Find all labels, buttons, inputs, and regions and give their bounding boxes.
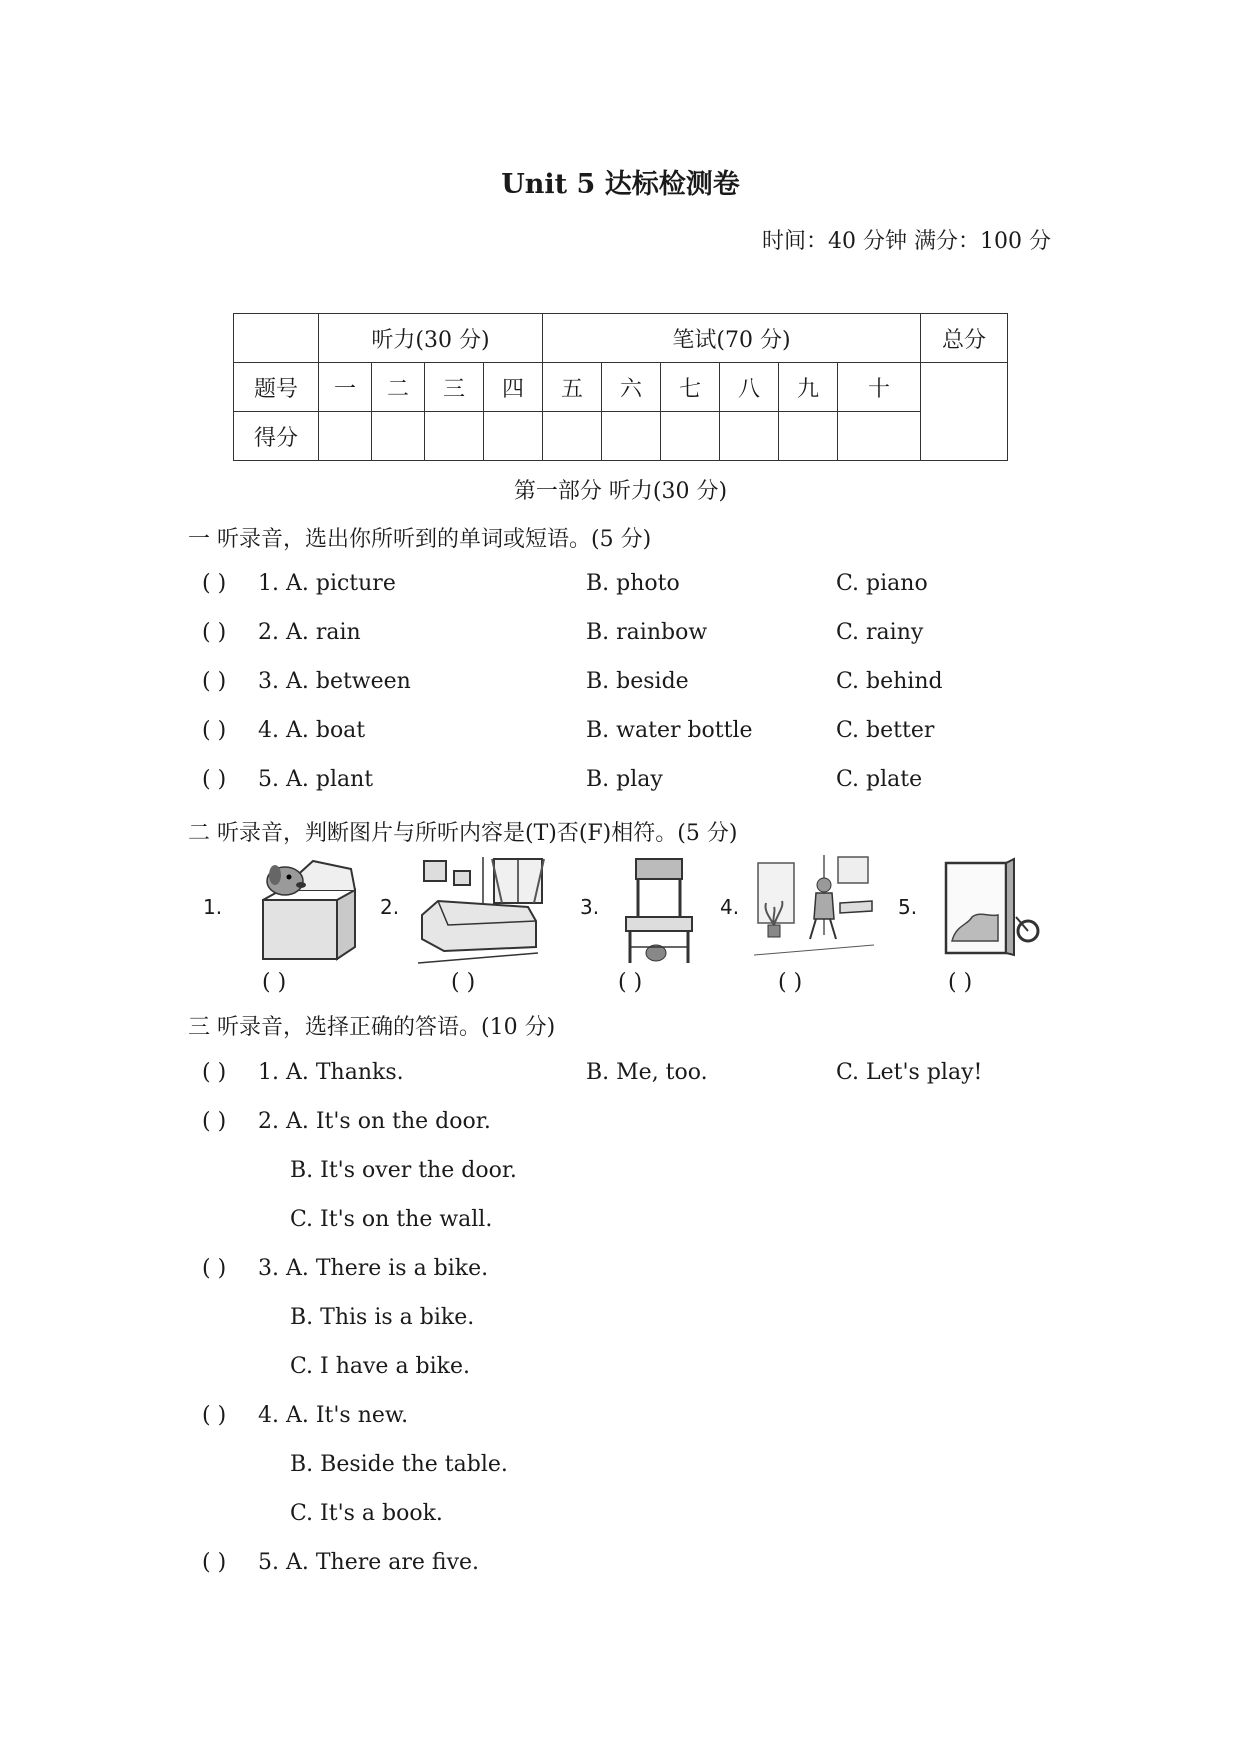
option-a: 1. A. picture — [258, 571, 396, 596]
score-cell[interactable] — [661, 412, 720, 461]
bedroom-picture — [418, 855, 568, 965]
score-cell[interactable] — [484, 412, 543, 461]
score-cell[interactable] — [838, 412, 921, 461]
answer-blank[interactable]: ( ) — [202, 1060, 227, 1085]
option-c: C. It's on the wall. — [290, 1207, 493, 1232]
option-b: B. water bottle — [586, 718, 753, 743]
header-total: 总分 — [921, 314, 1008, 363]
score-cell[interactable] — [602, 412, 661, 461]
option-c: C. better — [836, 718, 935, 743]
option-a: 2. A. It's on the door. — [258, 1109, 491, 1134]
answer-blank[interactable]: ( ) — [202, 669, 227, 694]
answer-blank[interactable]: ( ) — [451, 970, 476, 995]
option-a: 4. A. It's new. — [258, 1403, 409, 1428]
table-corner — [234, 314, 319, 363]
answer-blank[interactable]: ( ) — [262, 970, 287, 995]
number-cell: 七 — [661, 363, 720, 412]
picture-label: 3. — [580, 895, 600, 919]
section-2-heading: 二 听录音，判断图片与所听内容是(T)否(F)相符。(5 分) — [188, 821, 738, 846]
score-cell[interactable] — [372, 412, 425, 461]
option-a: 4. A. boat — [258, 718, 366, 743]
number-cell: 二 — [372, 363, 425, 412]
option-b: B. rainbow — [586, 620, 708, 645]
option-b: B. Me, too. — [586, 1060, 708, 1085]
number-cell: 九 — [779, 363, 838, 412]
option-a: 1. A. Thanks. — [258, 1060, 404, 1085]
score-cell[interactable] — [543, 412, 602, 461]
option-b: B. It's over the door. — [290, 1158, 517, 1183]
section-1-heading: 一 听录音，选出你所听到的单词或短语。(5 分) — [188, 527, 652, 552]
score-cell[interactable] — [779, 412, 838, 461]
answer-blank[interactable]: ( ) — [202, 571, 227, 596]
row-label-score: 得分 — [234, 412, 319, 461]
exam-meta: 时间：40 分钟 满分：100 分 — [762, 229, 1051, 254]
section-3-heading: 三 听录音，选择正确的答语。(10 分) — [188, 1015, 556, 1040]
picture-label: 5. — [898, 895, 918, 919]
option-b: B. photo — [586, 571, 680, 596]
option-c: C. I have a bike. — [290, 1354, 471, 1379]
number-cell: 四 — [484, 363, 543, 412]
option-c: C. It's a book. — [290, 1501, 443, 1526]
answer-blank[interactable]: ( ) — [202, 767, 227, 792]
option-b: B. play — [586, 767, 663, 792]
picture-label: 1. — [203, 895, 223, 919]
option-a: 2. A. rain — [258, 620, 361, 645]
number-cell: 三 — [425, 363, 484, 412]
door-with-bike-picture — [938, 855, 1048, 965]
row-label-number: 题号 — [234, 363, 319, 412]
answer-blank[interactable]: ( ) — [618, 970, 643, 995]
page-title: Unit 5 达标检测卷 — [501, 169, 740, 200]
chair-picture — [618, 855, 708, 965]
option-a: 3. A. There is a bike. — [258, 1256, 489, 1281]
score-table — [233, 313, 1008, 461]
answer-blank[interactable]: ( ) — [202, 1550, 227, 1575]
number-cell: 五 — [543, 363, 602, 412]
header-written: 笔试(70 分) — [543, 314, 921, 363]
score-cell[interactable] — [720, 412, 779, 461]
option-a: 5. A. There are five. — [258, 1550, 480, 1575]
score-cell[interactable] — [425, 412, 484, 461]
number-cell: 六 — [602, 363, 661, 412]
option-a: 5. A. plant — [258, 767, 374, 792]
number-cell: 十 — [838, 363, 921, 412]
part-heading: 第一部分 听力(30 分) — [513, 479, 728, 504]
option-b: B. This is a bike. — [290, 1305, 475, 1330]
total-score-cell[interactable] — [921, 363, 1008, 461]
option-b: B. beside — [586, 669, 689, 694]
girl-with-plant-picture — [754, 855, 874, 965]
picture-label: 2. — [380, 895, 400, 919]
answer-blank[interactable]: ( ) — [778, 970, 803, 995]
option-c: C. rainy — [836, 620, 924, 645]
option-a: 3. A. between — [258, 669, 411, 694]
answer-blank[interactable]: ( ) — [202, 1109, 227, 1134]
option-c: C. behind — [836, 669, 943, 694]
answer-blank[interactable]: ( ) — [202, 1256, 227, 1281]
header-listening: 听力(30 分) — [319, 314, 543, 363]
dog-in-box-picture — [255, 855, 365, 965]
option-c: C. plate — [836, 767, 923, 792]
score-cell[interactable] — [319, 412, 372, 461]
answer-blank[interactable]: ( ) — [948, 970, 973, 995]
option-c: C. Let's play! — [836, 1060, 983, 1085]
option-b: B. Beside the table. — [290, 1452, 508, 1477]
number-cell: 一 — [319, 363, 372, 412]
picture-label: 4. — [720, 895, 740, 919]
option-c: C. piano — [836, 571, 928, 596]
number-cell: 八 — [720, 363, 779, 412]
answer-blank[interactable]: ( ) — [202, 620, 227, 645]
picture-row — [200, 855, 1050, 965]
answer-blank[interactable]: ( ) — [202, 1403, 227, 1428]
answer-blank[interactable]: ( ) — [202, 718, 227, 743]
